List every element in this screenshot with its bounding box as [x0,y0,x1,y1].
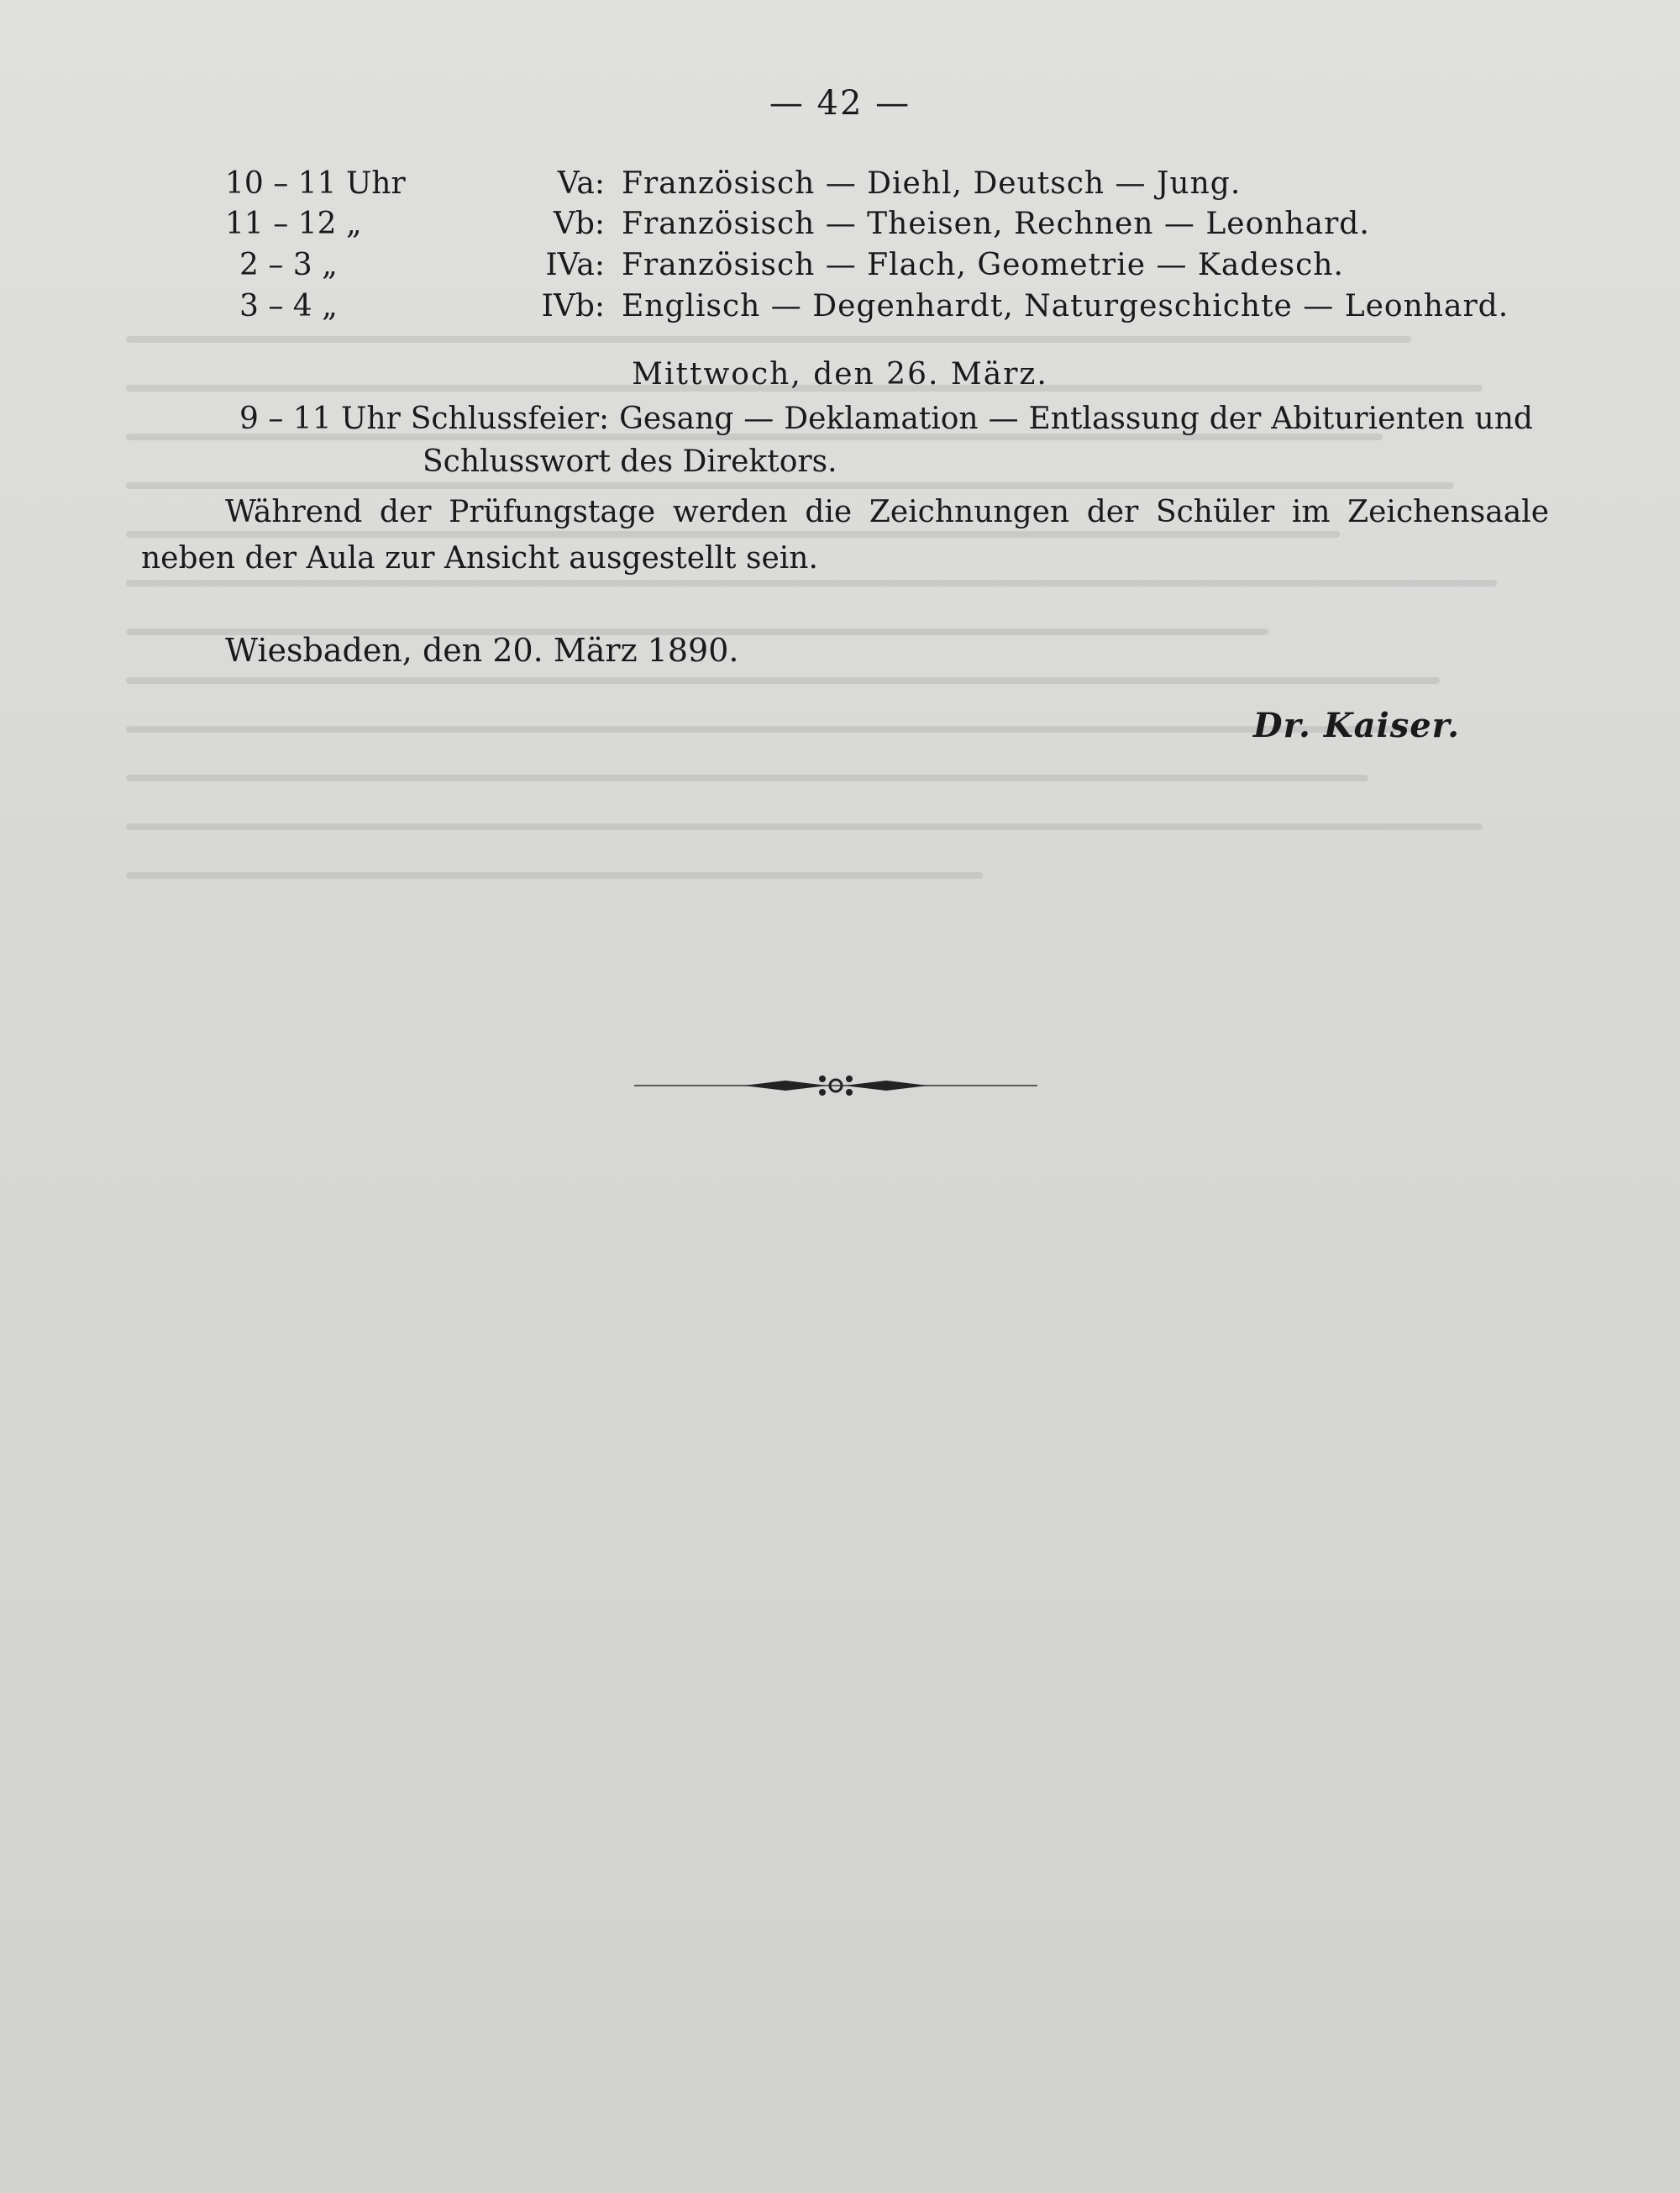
schedule-class: IVa: [545,248,605,282]
exhibition-notice: Während der Prüfungstage werden die Zeichnungen der Schüler im Zeichensaale neben der Aula zur Ansicht ausgestellt sein. [141,495,1549,576]
ceremony-item: Abiturienten [1271,402,1465,436]
ceremony-continuation: Schlusswort des Direktors. [423,444,837,479]
schedule-time: 3 – 4 „ [239,289,338,323]
schedule-class: Vb: [553,207,605,241]
ceremony-item: Entlassung [1028,402,1200,436]
ceremony-entry [239,402,1533,479]
schedule-subjects: Französisch — Flach, Geometrie — Kadesch. [622,248,1344,282]
ceremony-item: — [988,402,1019,436]
place-date: Wiesbaden, den 20. März 1890. [225,632,739,669]
schedule-subjects: Französisch — Diehl, Deutsch — Jung. [622,166,1242,201]
schedule-time: 2 – 3 „ [239,248,338,282]
schedule-class: IVb: [541,289,605,323]
ceremony-time: 9 – 11 Uhr [239,402,401,436]
ceremony-item: Gesang [619,402,734,436]
ceremony-item: und [1474,402,1533,436]
schedule-subjects: Englisch — Degenhardt, Naturgeschichte — Leonhard. [622,289,1509,323]
day-heading: Mittwoch, den 26. März. [632,357,1048,392]
schedule-subjects: Französisch — Theisen, Rechnen — Leonhard. [622,207,1370,241]
ceremony-item: Deklamation [784,402,979,436]
schedule-class: Va: [557,166,605,201]
ceremony-item: — [743,402,774,436]
ceremony-item: der [1209,402,1262,436]
schedule-time: 11 – 12 „ [225,207,362,241]
page-number: — 42 — [769,84,911,123]
schedule-time: 10 – 11 Uhr [225,166,406,201]
ornament-divider [634,1069,1037,1102]
ceremony-label: Schlussfeier: [410,402,610,436]
signature: Dr. Kaiser. [1252,706,1460,745]
